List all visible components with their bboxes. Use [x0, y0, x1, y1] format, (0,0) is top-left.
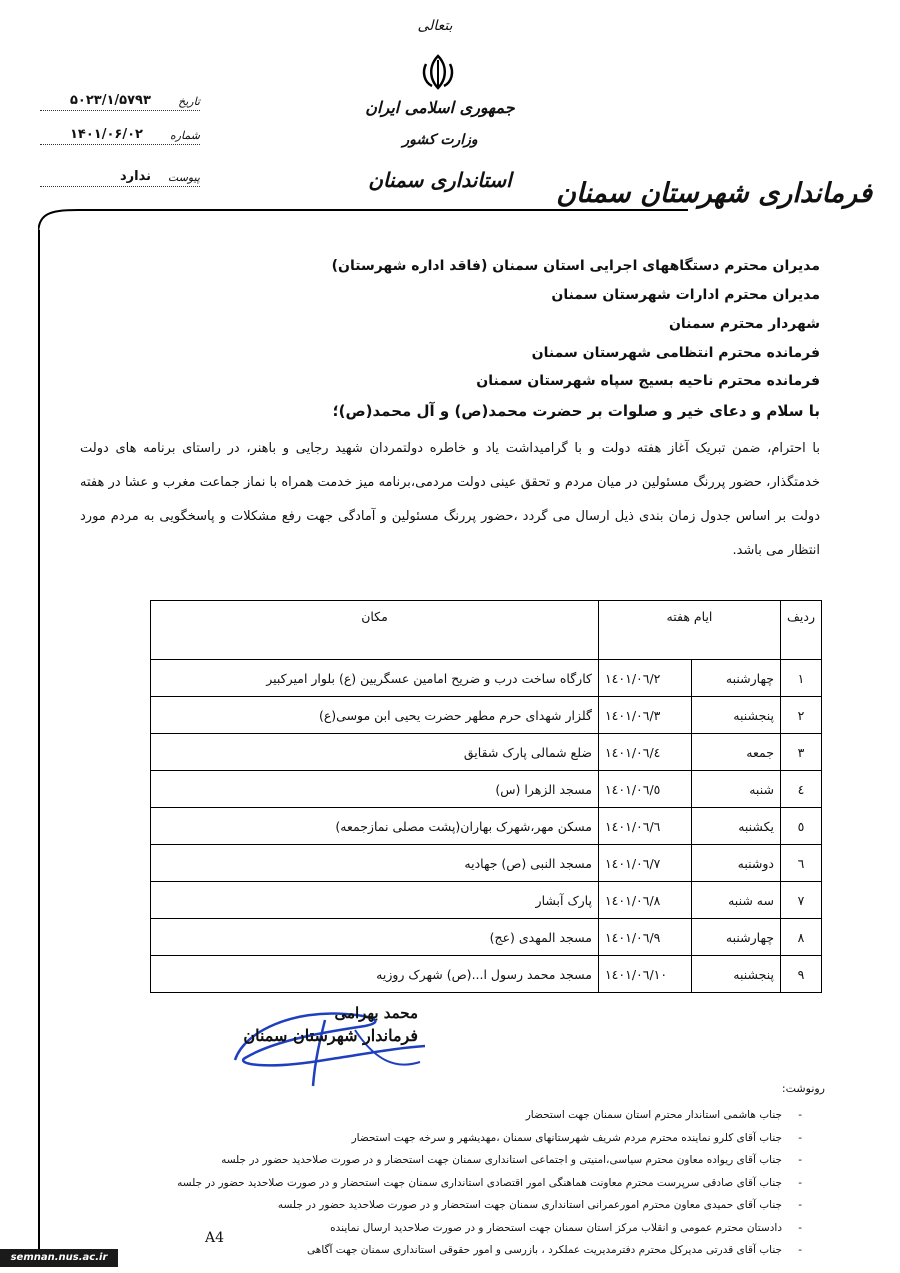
- row-day: چهارشنبه: [691, 660, 780, 697]
- row-number: ٣: [780, 734, 821, 771]
- signatory-name: محمد بهرامی: [334, 1004, 418, 1022]
- row-number: ٢: [780, 697, 821, 734]
- row-number: ٩: [780, 956, 821, 993]
- table-row: [151, 734, 822, 771]
- row-day: یکشنبه: [691, 808, 780, 845]
- number-label: شماره: [169, 129, 200, 142]
- row-place: مسجد الزهرا (س): [151, 771, 599, 808]
- attachment-value: ندارد: [120, 169, 152, 184]
- row-date: ١٤٠١/٠٦/٢: [598, 660, 691, 697]
- addressee-line: مدیران محترم ادارات شهرستان سمنان: [551, 287, 820, 303]
- row-day: چهارشنبه: [691, 919, 780, 956]
- table-row: [151, 845, 822, 882]
- addressee-line: فرمانده محترم ناحیه بسیج سپاه شهرستان سمنان: [476, 373, 820, 389]
- row-number: ٨: [780, 919, 821, 956]
- row-number: ٧: [780, 882, 821, 919]
- cc-item: - جناب آقای قدرتی مدیرکل محترم دفترمدیریت عملکرد ، بازرسی و امور حقوقی استانداری سمنان جهت آگاهی: [80, 1239, 800, 1262]
- governorate-title: استانداری سمنان: [368, 168, 512, 192]
- date-label: تاریخ: [178, 95, 200, 108]
- row-date: ١٤٠١/٠٦/١٠: [598, 956, 691, 993]
- row-date: ١٤٠١/٠٦/٩: [598, 919, 691, 956]
- row-place: کارگاه ساخت درب و ضریح امامین عسگریین (ع) بلوار امیرکبیر: [151, 660, 599, 697]
- emblem-icon: [418, 52, 458, 92]
- cc-item: - جناب آقای کلرو نماینده محترم مردم شریف شهرستانهای سمنان ،مهدیشهر و سرخه جهت استحضار: [80, 1127, 800, 1150]
- row-place: مسجد النبی (ص) جهادیه: [151, 845, 599, 882]
- row-place: مسکن مهر،شهرک بهاران(پشت مصلی نمازجمعه): [151, 808, 599, 845]
- republic-title: جمهوری اسلامی ایران: [365, 98, 515, 117]
- addressee-line: شهردار محترم سمنان: [668, 316, 820, 332]
- number-field: [40, 122, 200, 145]
- row-day: پنجشنبه: [691, 956, 780, 993]
- row-place: مسجد محمد رسول ا...(ص) شهرک روزیه: [151, 956, 599, 993]
- table-row: [151, 882, 822, 919]
- header-days: ایام هفته: [598, 601, 780, 660]
- header-place: مکان: [151, 601, 599, 660]
- cc-item: - جناب آقای حمیدی معاون محترم امورعمرانی استانداری سمنان جهت استحضار و در صورت صلاحدید حضور در جلسه: [80, 1194, 800, 1217]
- date-field: [40, 88, 200, 111]
- row-day: شنبه: [691, 771, 780, 808]
- row-day: پنجشنبه: [691, 697, 780, 734]
- signatory-title: فرماندار شهرستان سمنان: [243, 1026, 418, 1045]
- row-place: پارک آبشار: [151, 882, 599, 919]
- row-date: ١٤٠١/٠٦/٣: [598, 697, 691, 734]
- row-place: مسجد المهدی (عج): [151, 919, 599, 956]
- letterhead-frame: [38, 206, 858, 236]
- row-place: ضلع شمالی پارک شقایق: [151, 734, 599, 771]
- attachment-field: [40, 164, 200, 187]
- basmala: بتعالی: [417, 18, 453, 34]
- ministry-title: وزارت کشور: [402, 132, 478, 148]
- governor-office-title: فرمانداری شهرستان سمنان: [556, 178, 872, 209]
- table-row: [151, 956, 822, 993]
- salutation: با سلام و دعای خیر و صلوات بر حضرت محمد(ص) و آل محمد(ص)؛: [332, 402, 820, 420]
- row-place: گلزار شهدای حرم مطهر حضرت یحیی ابن موسی(ع): [151, 697, 599, 734]
- row-day: جمعه: [691, 734, 780, 771]
- letter-body: با احترام، ضمن تبریک آغاز هفته دولت و با گرامیداشت یاد و خاطره دولتمردان شهید رجایی و باهنر، در راستای برنامه های دولت خدمتگذار، حضور پررنگ مسئولین در میان مردم و تحقق عینی دولت مردمی،برنامه میز خدمت همراه با نماز جماعت مغرب و عشا در هفته دولت بر اساس جدول زمان بندی ذیل ارسال می گردد ،حضور پررنگ مسئولین و آمادگی جهت رفع مشکلات و پاسخگویی به مردم مورد انتظار می باشد.: [80, 441, 820, 558]
- paper-size-label: A4: [205, 1230, 225, 1246]
- table-row: [151, 808, 822, 845]
- letterhead-left-border: [36, 230, 42, 1260]
- table-row: [151, 771, 822, 808]
- header-row-number: ردیف: [780, 601, 821, 660]
- date-value: ۵۰۲۳/۱/۵۷۹۳: [70, 93, 151, 108]
- schedule-table: [150, 600, 822, 993]
- cc-item: - جناب هاشمی استاندار محترم استان سمنان جهت استحضار: [80, 1104, 800, 1127]
- row-date: ١٤٠١/٠٦/٥: [598, 771, 691, 808]
- row-day: دوشنبه: [691, 845, 780, 882]
- table-header-row: [151, 601, 822, 660]
- cc-title: رونوشت:: [781, 1082, 825, 1095]
- row-date: ١٤٠١/٠٦/٧: [598, 845, 691, 882]
- number-value: ۱۴۰۱/۰۶/۰۲: [70, 127, 143, 142]
- cc-item: - دادستان محترم عمومی و انقلاب مرکز استان سمنان جهت استحضار و در صورت صلاحدید ارسال نماینده: [80, 1217, 800, 1240]
- source-watermark: semnan.nus.ac.ir: [0, 1249, 118, 1267]
- row-date: ١٤٠١/٠٦/٤: [598, 734, 691, 771]
- row-number: ٥: [780, 808, 821, 845]
- attachment-label: پیوست: [167, 171, 200, 184]
- row-date: ١٤٠١/٠٦/٨: [598, 882, 691, 919]
- cc-item: - جناب آقای ریواده معاون محترم سیاسی،امنیتی و اجتماعی استانداری سمنان جهت استحضار و در صورت صلاحدید حضور در جلسه: [80, 1149, 800, 1172]
- table-row: [151, 919, 822, 956]
- cc-list: [80, 1104, 800, 1262]
- row-number: ٤: [780, 771, 821, 808]
- row-day: سه شنبه: [691, 882, 780, 919]
- row-date: ١٤٠١/٠٦/٦: [598, 808, 691, 845]
- addressee-line: مدیران محترم دستگاههای اجرایی استان سمنان (فاقد اداره شهرستان): [331, 258, 820, 274]
- addressee-line: فرمانده محترم انتظامی شهرستان سمنان: [531, 345, 820, 361]
- table-row: [151, 697, 822, 734]
- cc-item: - جناب آقای صادقی سرپرست محترم معاونت هماهنگی امور اقتصادی استانداری سمنان جهت استحضار و در صورت صلاحدید حضور در جلسه: [80, 1172, 800, 1195]
- table-row: [151, 660, 822, 697]
- row-number: ٦: [780, 845, 821, 882]
- row-number: ١: [780, 660, 821, 697]
